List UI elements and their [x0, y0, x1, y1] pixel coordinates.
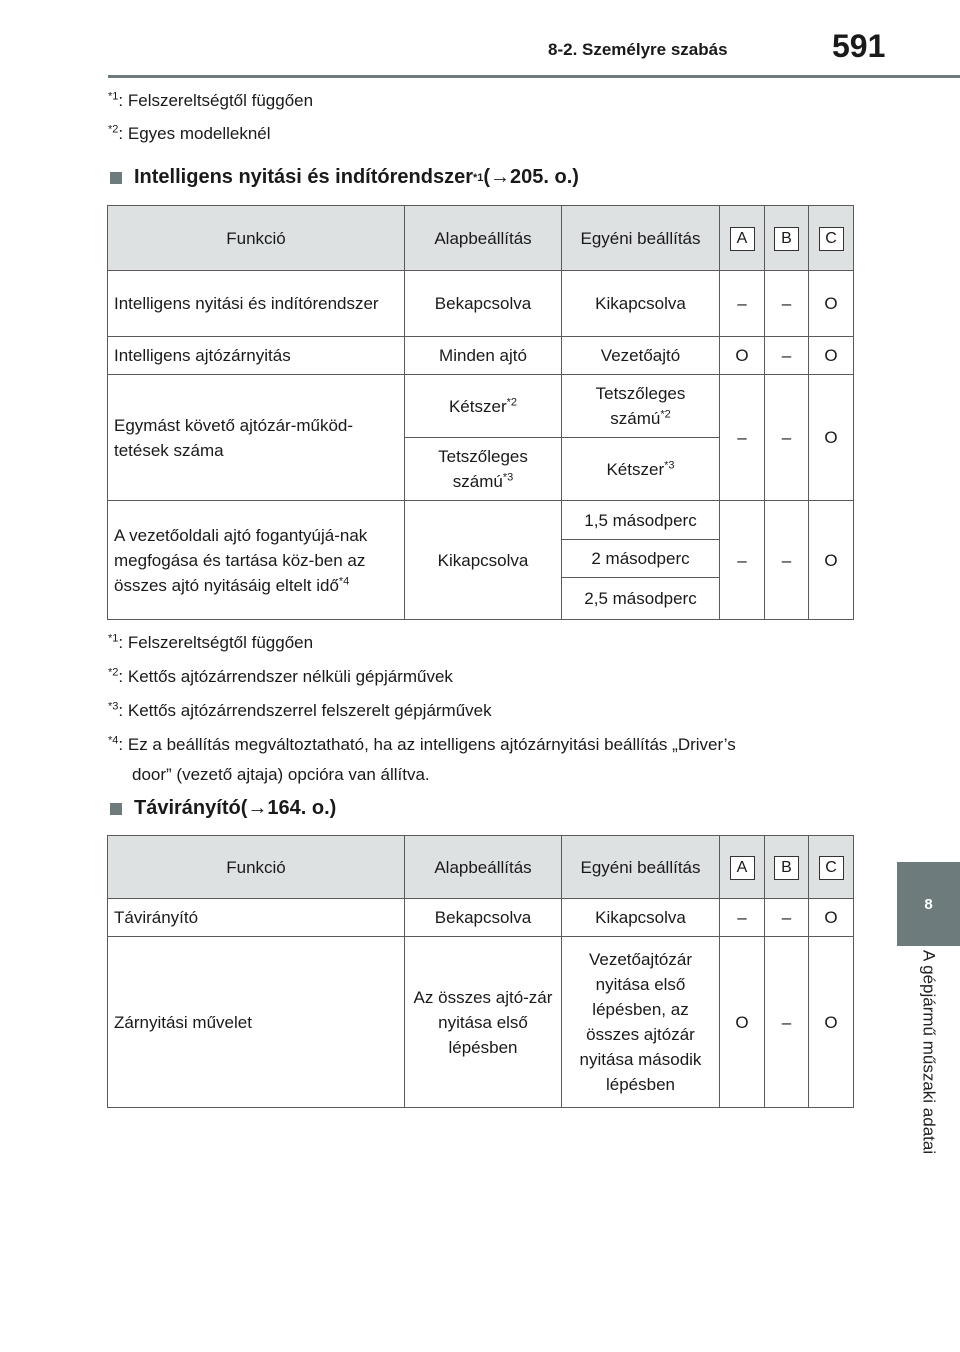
- bullet-square-icon: [110, 803, 122, 815]
- col-header-custom: Egyéni beállítás: [562, 836, 720, 899]
- footnote-mark: *2: [108, 123, 119, 136]
- cell-function: [108, 501, 405, 620]
- table-row: [108, 271, 854, 337]
- cell-b: –: [765, 337, 809, 375]
- cell-c: O: [809, 937, 854, 1108]
- col-header-a: [720, 836, 765, 899]
- col-header-b: [765, 206, 809, 271]
- col-header-default: Alapbeállítás: [405, 206, 562, 271]
- cell-default: [405, 438, 562, 501]
- col-header-b: [765, 836, 809, 899]
- cell-a: –: [720, 899, 765, 937]
- cell-custom: 2 másodperc: [562, 540, 720, 578]
- cell-function: Zárnyitási művelet: [108, 937, 405, 1108]
- col-header-c: [809, 836, 854, 899]
- footnote: [108, 734, 736, 786]
- footnote-continuation: door” (vezető ajtaja) opcióra van állítva.: [132, 765, 430, 784]
- cell-default: Minden ajtó: [405, 337, 562, 375]
- footnote-text: : Kettős ajtózárrendszerrel felszerelt gépjárművek: [118, 701, 492, 720]
- chapter-title: A gépjármű műszaki adatai: [919, 950, 939, 1155]
- footnote: [108, 90, 313, 112]
- cell-b: –: [765, 899, 809, 937]
- cell-text: Kétszer: [606, 459, 665, 479]
- mode-c-badge: C: [819, 856, 844, 880]
- cell-b: –: [765, 271, 809, 337]
- cell-custom: [562, 375, 720, 438]
- cell-c: O: [809, 337, 854, 375]
- cell-b: –: [765, 375, 809, 501]
- footnote-mark: *1: [108, 632, 119, 645]
- header-section-title: 8-2. Személyre szabás: [548, 40, 728, 59]
- table-header-row: [108, 206, 854, 271]
- col-header-default: Alapbeállítás: [405, 836, 562, 899]
- mode-b-badge: B: [774, 856, 799, 880]
- cell-c: O: [809, 899, 854, 937]
- cell-a: O: [720, 937, 765, 1108]
- table-row: [108, 501, 854, 540]
- cell-custom: 2,5 másodperc: [562, 578, 720, 620]
- cell-custom: Vezetőajtózár nyitása első lépésben, az összes ajtózár nyitása második lépésben: [562, 937, 720, 1108]
- settings-table-remote: [107, 835, 854, 1108]
- cell-custom: Kikapcsolva: [562, 271, 720, 337]
- footnote-mark: *3: [502, 471, 514, 484]
- cell-text: A vezetőoldali ajtó fogantyújá-nak megfogása és tartása köz-ben az összes ajtó nyitásáig eltelt idő: [114, 525, 368, 595]
- footnote: [108, 632, 313, 654]
- cell-a: –: [720, 375, 765, 501]
- cell-c: O: [809, 375, 854, 501]
- chapter-tab: [897, 862, 960, 946]
- section-heading: [108, 797, 336, 820]
- footnote-mark: *2: [108, 666, 119, 679]
- footnote-mark: *4: [338, 574, 350, 587]
- bullet-square-icon: [110, 172, 122, 184]
- footnote-mark: *1: [108, 90, 119, 103]
- cell-custom: Kikapcsolva: [562, 899, 720, 937]
- cell-function: Távirányító: [108, 899, 405, 937]
- footnote: [108, 123, 271, 145]
- cell-text: Kétszer: [448, 396, 507, 416]
- header-rule: [108, 75, 960, 78]
- table-header-row: [108, 836, 854, 899]
- cell-b: –: [765, 937, 809, 1108]
- cell-default: Bekapcsolva: [405, 899, 562, 937]
- cell-custom: 1,5 másodperc: [562, 501, 720, 540]
- col-header-c: [809, 206, 854, 271]
- cell-function: Intelligens ajtózárnyitás: [108, 337, 405, 375]
- footnote-text: : Egyes modelleknél: [118, 124, 271, 143]
- section-heading: Intelligens nyitási és indítórendszer *1 (→205. o.): [108, 166, 579, 189]
- col-header-function: Funkció: [108, 206, 405, 271]
- mode-a-badge: A: [730, 227, 755, 251]
- footnote: [108, 700, 492, 722]
- mode-a-badge: A: [730, 856, 755, 880]
- page-number: 591: [832, 28, 886, 64]
- cell-text: Tetszőleges számú: [595, 384, 686, 428]
- footnote-text: : Kettős ajtózárrendszer nélküli gépjárművek: [118, 667, 453, 686]
- footnote-mark: *4: [108, 734, 119, 747]
- cell-default: Kikapcsolva: [405, 501, 562, 620]
- cell-c: O: [809, 271, 854, 337]
- section-ref: (→205. o.): [483, 166, 579, 188]
- cell-a: –: [720, 501, 765, 620]
- chapter-label: [897, 950, 960, 1220]
- cell-function: Intelligens nyitási és indítórendszer: [108, 271, 405, 337]
- chapter-number: 8: [924, 895, 933, 913]
- footnote-text: : Felszereltségtől függően: [118, 91, 314, 110]
- section-ref: (→164. o.): [240, 797, 337, 819]
- col-header-custom: Egyéni beállítás: [562, 206, 720, 271]
- mode-c-badge: C: [819, 227, 844, 251]
- cell-default: [405, 375, 562, 438]
- footnote-mark: *2: [660, 408, 671, 421]
- footnote-text: : Felszereltségtől függően: [118, 633, 314, 652]
- mode-b-badge: B: [774, 227, 799, 251]
- table-row: [108, 375, 854, 438]
- section-title: Távirányító: [134, 797, 241, 819]
- footnote-mark: *2: [506, 395, 518, 408]
- footnote-mark: *3: [664, 458, 675, 471]
- cell-a: O: [720, 337, 765, 375]
- settings-table-smart-entry: [107, 205, 854, 620]
- cell-default: Bekapcsolva: [405, 271, 562, 337]
- cell-function: Egymást követő ajtózár-működ-tetések száma: [108, 375, 405, 501]
- footnote-mark: *3: [108, 700, 119, 713]
- footnote: [108, 666, 453, 688]
- cell-custom: Vezetőajtó: [562, 337, 720, 375]
- col-header-a: [720, 206, 765, 271]
- cell-c: O: [809, 501, 854, 620]
- table-row: [108, 337, 854, 375]
- cell-a: –: [720, 271, 765, 337]
- footnote-text: : Ez a beállítás megváltoztatható, ha az intelligens ajtózárnyitási beállítás „Driver’s: [118, 735, 736, 754]
- table-row: [108, 899, 854, 937]
- cell-b: –: [765, 501, 809, 620]
- section-title: Intelligens nyitási és indítórendszer: [134, 166, 473, 188]
- cell-custom: [562, 438, 720, 501]
- table-row: [108, 937, 854, 1108]
- cell-text: Tetszőleges számú: [438, 447, 528, 491]
- col-header-function: Funkció: [108, 836, 405, 899]
- cell-default: Az összes ajtó-zár nyitása első lépésben: [405, 937, 562, 1108]
